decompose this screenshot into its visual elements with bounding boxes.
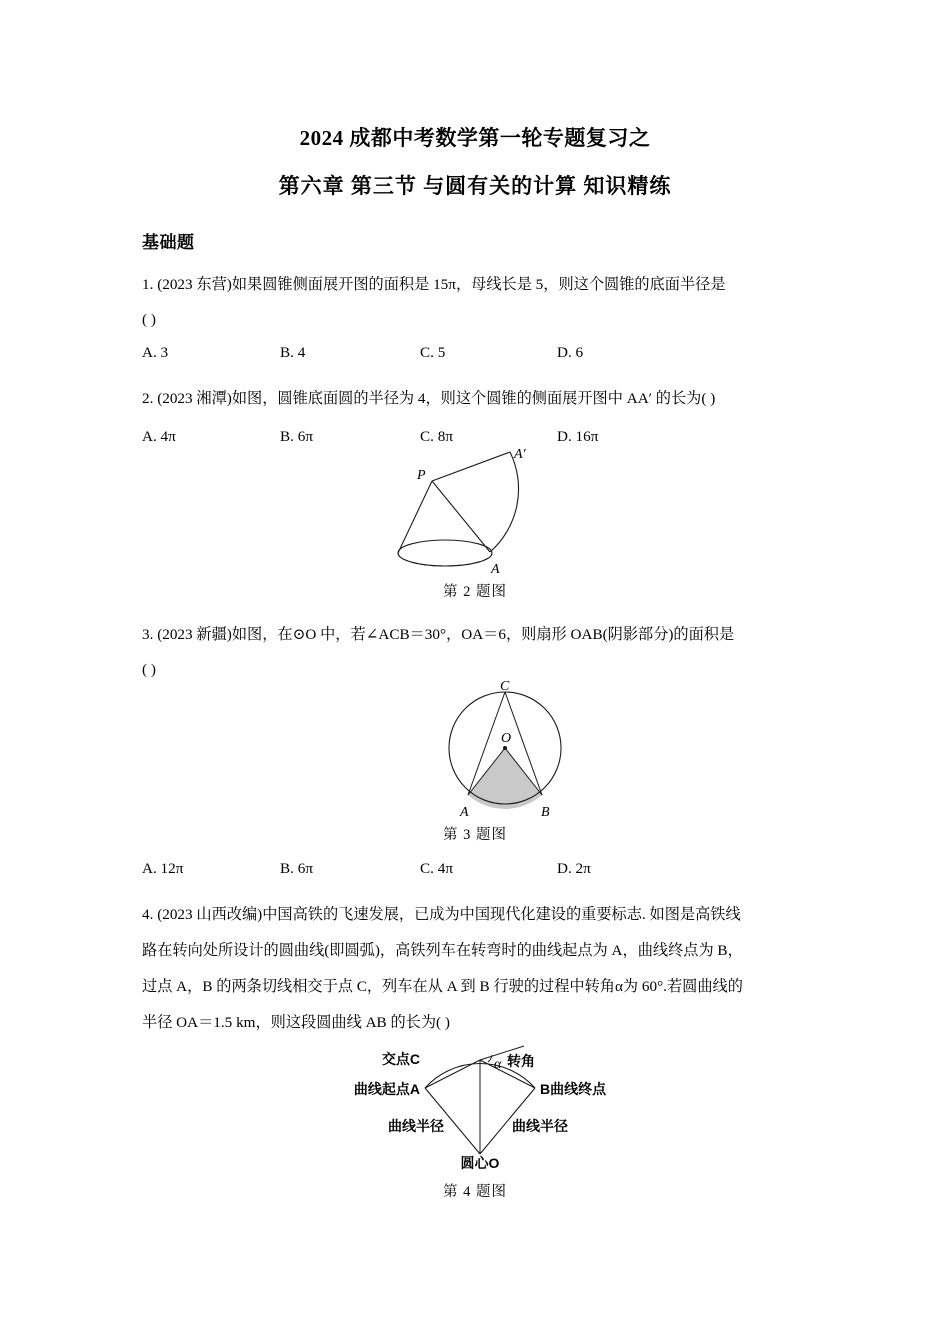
figure-4-label-start: 曲线起点A bbox=[353, 1081, 420, 1097]
figure-question-3 bbox=[440, 679, 570, 822]
option-a[interactable]: A. 12π bbox=[142, 860, 184, 877]
figure-3-label-left: A bbox=[460, 805, 469, 820]
figure-2-label-apex: P bbox=[417, 468, 426, 483]
figure-2-caption: 第 2 题图 bbox=[443, 584, 507, 600]
question-3-text bbox=[142, 617, 814, 687]
question-3-line-1: 3. (2023 新疆)如图，在⊙O 中，若∠ACB＝30°，OA＝6，则扇形 OAB(阴影部分)的面积是 bbox=[142, 626, 735, 643]
figure-3-label-right: B bbox=[541, 805, 550, 820]
figure-3-label-top: C bbox=[500, 679, 510, 694]
option-c[interactable]: C. 8π bbox=[420, 428, 453, 445]
figure-4-label-angle: α bbox=[494, 1057, 502, 1072]
option-a[interactable]: A. 3 bbox=[142, 344, 169, 361]
option-c[interactable]: C. 5 bbox=[420, 344, 446, 361]
question-3-options bbox=[142, 860, 822, 884]
question-4-line-4: 半径 OA＝1.5 km，则这段圆曲线 AB 的长为( ) bbox=[142, 1014, 450, 1031]
question-4-text bbox=[142, 897, 814, 1041]
figure-2-label-arc-end: A′ bbox=[514, 447, 526, 462]
figure-3-label-center: O bbox=[501, 731, 512, 746]
question-4-line-2: 路在转向处所设计的圆曲线(即圆弧)，高铁列车在转弯时的曲线起点为 A，曲线终点为 B， bbox=[142, 942, 743, 959]
figure-4-label-radius-right: 曲线半径 bbox=[512, 1118, 568, 1134]
option-a[interactable]: A. 4π bbox=[142, 428, 176, 445]
question-4-line-1: 4. (2023 山西改编)中国高铁的飞速发展，已成为中国现代化建设的重要标志. 如图是高铁线 bbox=[142, 906, 741, 923]
figure-4-caption: 第 4 题图 bbox=[443, 1184, 507, 1200]
question-1-text bbox=[142, 267, 814, 337]
figure-4-label-radius-left: 曲线半径 bbox=[388, 1118, 444, 1134]
option-d[interactable]: D. 6 bbox=[557, 344, 584, 361]
figure-4-label-intersection: 交点C bbox=[381, 1051, 420, 1067]
figure-question-4 bbox=[352, 1046, 607, 1171]
figure-3-caption: 第 3 题图 bbox=[443, 827, 507, 843]
option-b[interactable]: B. 6π bbox=[280, 428, 313, 445]
option-c[interactable]: C. 4π bbox=[420, 860, 453, 877]
question-2-text bbox=[142, 381, 814, 416]
figure-4-label-end: B曲线终点 bbox=[540, 1081, 607, 1097]
option-d[interactable]: D. 16π bbox=[557, 428, 599, 445]
question-4-line-3: 过点 A，B 的两条切线相交于点 C，列车在从 A 到 B 行驶的过程中转角α为 60°.若圆曲线的 bbox=[142, 978, 743, 995]
option-b[interactable]: B. 6π bbox=[280, 860, 313, 877]
title-line-2: 第六章 第三节 与圆有关的计算 知识精练 bbox=[278, 174, 672, 198]
question-2-line-1 bbox=[142, 381, 814, 416]
question-3-line-2: ( ) bbox=[142, 661, 156, 678]
figure-2-label-base-point: A bbox=[491, 562, 500, 577]
option-b[interactable]: B. 4 bbox=[280, 344, 306, 361]
figure-4-label-center: 圆心O bbox=[460, 1155, 500, 1171]
section-heading: 基础题 bbox=[142, 233, 195, 252]
question-2-line-1-text: 2. (2023 湘潭)如图，圆锥底面圆的半径为 4，则这个圆锥的侧面展开图中 AA′ 的长为( ) bbox=[142, 390, 716, 407]
option-d[interactable]: D. 2π bbox=[557, 860, 591, 877]
page-title bbox=[0, 118, 950, 206]
question-1-line-1: 1. (2023 东营)如果圆锥侧面展开图的面积是 15π，母线长是 5，则这个圆锥的底面半径是 bbox=[142, 276, 726, 293]
title-line-1: 2024 成都中考数学第一轮专题复习之 bbox=[299, 126, 651, 150]
figure-4-label-angle-name: 转角 bbox=[507, 1053, 535, 1069]
question-1-options bbox=[142, 344, 822, 368]
figure-question-2 bbox=[390, 448, 600, 578]
question-1-line-2: ( ) bbox=[142, 311, 156, 328]
